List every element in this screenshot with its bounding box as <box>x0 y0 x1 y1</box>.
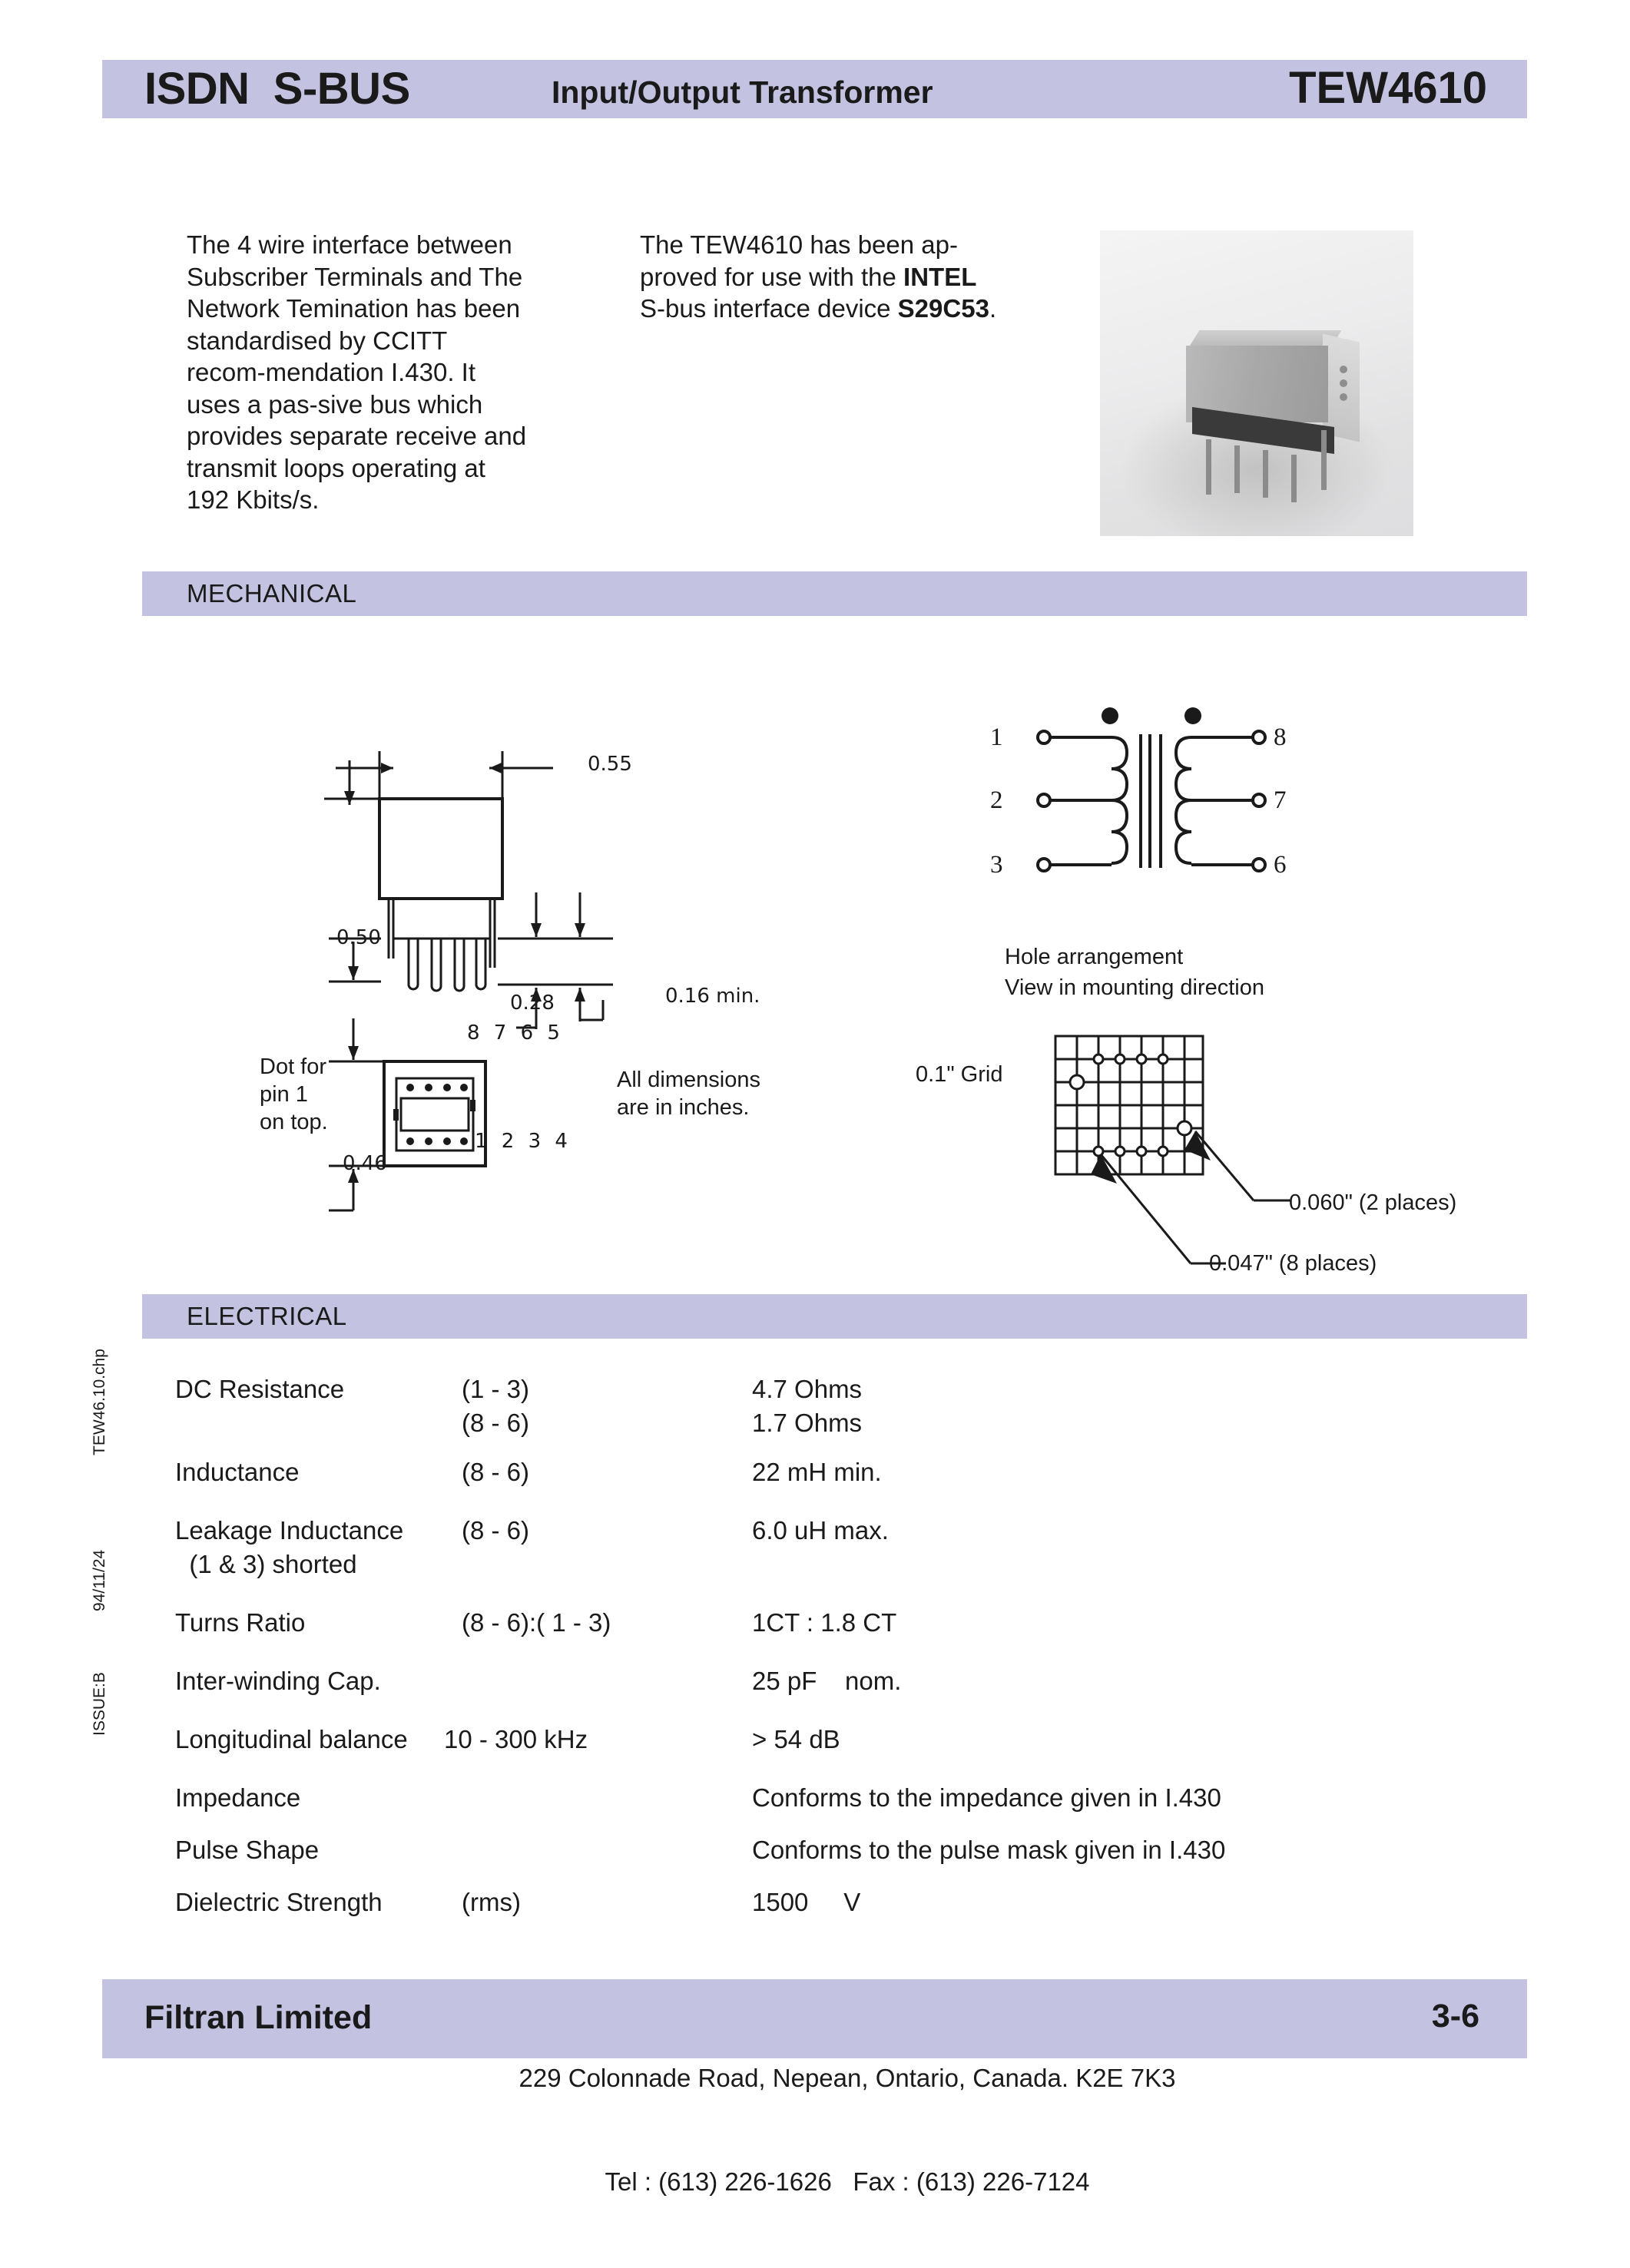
hole-diameter-047-label: 0.047" (8 places) <box>1209 1251 1377 1276</box>
spec-value: > 54 dB <box>752 1725 840 1753</box>
polarity-dot <box>1184 707 1201 724</box>
spec-value: 1CT : 1.8 CT <box>752 1608 897 1637</box>
page-footer <box>102 1979 1527 2196</box>
photo-hole <box>1340 379 1347 387</box>
spec-parameter: Longitudinal balance <box>175 1725 408 1753</box>
schematic-pin-3: 3 <box>990 851 1003 879</box>
page-subtitle: Input/Output Transformer <box>552 74 933 110</box>
spec-condition: (8 - 6) <box>462 1458 530 1486</box>
table-row <box>175 1375 1373 1409</box>
table-row <box>175 1667 1373 1725</box>
company-name: Filtran Limited <box>144 1999 373 2036</box>
note-dot-line-3: on top. <box>260 1110 328 1134</box>
spec-parameter: Inductance <box>175 1458 300 1486</box>
spec-value: 4.7 Ohms <box>752 1375 863 1403</box>
hole-060 <box>1070 1075 1084 1089</box>
sidebar-issue-label: ISSUE:B <box>91 1672 108 1736</box>
intro-text-1: The 4 wire interface between Subscriber Terminals and The Network Temination has been standardised by CCITT recom-mendation I.430. It uses a pas-sive bus which provides separate receive and transmit loops operating at 192 Kbits/s. <box>187 230 527 514</box>
section-label-electrical: ELECTRICAL <box>187 1302 347 1330</box>
spec-condition: (1 - 3) <box>462 1375 530 1403</box>
table-row <box>175 1550 1373 1608</box>
table-row <box>175 1888 1373 1934</box>
section-label-mechanical: MECHANICAL <box>187 579 357 608</box>
intro-paragraph-left <box>187 229 532 516</box>
photo-pin <box>1263 450 1268 498</box>
hole-arrangement-title-2: View in mounting direction <box>1005 975 1264 1000</box>
note-units-line-2: are in inches. <box>617 1095 750 1120</box>
photo-hole <box>1340 366 1347 373</box>
section-header-mechanical <box>142 571 1527 616</box>
spec-parameter: Turns Ratio <box>175 1608 306 1637</box>
photo-hole <box>1340 393 1347 401</box>
spec-condition: (8 - 6) <box>462 1409 530 1437</box>
spec-parameter: DC Resistance <box>175 1375 345 1403</box>
spec-value: Conforms to the pulse mask given in I.430 <box>752 1836 1226 1864</box>
dimension-0.28: 0.28 <box>510 992 555 1015</box>
address-line-1: 229 Colonnade Road, Nepean, Ontario, Canada. K2E 7K3 <box>518 2064 1176 2092</box>
polarity-dot <box>1102 707 1118 724</box>
intro-text-2-pre: The TEW4610 has been ap-proved for use with the <box>640 230 958 291</box>
dimension-0.46: 0.46 <box>343 1152 387 1175</box>
transformer-schematic <box>1018 707 1340 914</box>
grid-label: 0.1" Grid <box>916 1062 1003 1087</box>
part-number: TEW4610 <box>1289 63 1487 113</box>
intro-text-2-end: . <box>989 294 997 323</box>
pin-labels-top: 8 7 6 5 <box>467 1021 564 1045</box>
note-dot-line-1: Dot for <box>260 1055 327 1079</box>
table-row <box>175 1783 1373 1836</box>
hole-arrangement-title-1: Hole arrangement <box>1005 945 1184 969</box>
photo-pin <box>1321 430 1327 490</box>
dimension-0.55: 0.55 <box>588 753 632 776</box>
intel-label: INTEL <box>903 262 977 291</box>
spec-parameter: Leakage Inductance <box>175 1516 404 1545</box>
table-row <box>175 1608 1373 1667</box>
schematic-pin-8: 8 <box>1274 723 1287 751</box>
note-units-line-1: All dimensions <box>617 1068 760 1092</box>
company-address <box>432 1992 1262 2268</box>
section-header-electrical <box>142 1294 1527 1339</box>
spec-parameter-continuation: (1 & 3) shorted <box>175 1550 357 1578</box>
pin-labels-bottom: 1 2 3 4 <box>475 1130 571 1153</box>
sidebar-date-label: 94/11/24 <box>91 1549 108 1611</box>
spec-value: 6.0 uH max. <box>752 1516 889 1545</box>
spec-parameter: Impedance <box>175 1783 301 1812</box>
spec-value: 1500 V <box>752 1888 861 1916</box>
intro-text-2-mid: S-bus interface device <box>640 294 898 323</box>
spec-value: 22 mH min. <box>752 1458 882 1486</box>
dimension-0.16-min: 0.16 min. <box>665 985 760 1008</box>
spec-parameter: Inter-winding Cap. <box>175 1667 381 1695</box>
electrical-specs-table <box>175 1375 1373 1934</box>
spec-condition: (8 - 6):( 1 - 3) <box>462 1608 611 1637</box>
table-row <box>175 1725 1373 1783</box>
schematic-pin-7: 7 <box>1274 786 1287 814</box>
intro-paragraph-right <box>640 229 1001 325</box>
photo-pin <box>1291 455 1297 502</box>
intro-text-2 <box>640 229 1001 325</box>
schematic-pin-6: 6 <box>1274 851 1287 879</box>
spec-value: 25 pF nom. <box>752 1667 902 1695</box>
page-number: 3-6 <box>1431 1998 1479 2035</box>
table-row <box>175 1409 1373 1458</box>
address-line-2: Tel : (613) 226-1626 Fax : (613) 226-7124 <box>605 2167 1090 2196</box>
dimension-0.50: 0.50 <box>336 926 381 949</box>
spec-condition: (rms) <box>462 1888 521 1916</box>
note-dot-line-2: pin 1 <box>260 1082 308 1107</box>
schematic-pin-2: 2 <box>990 786 1003 814</box>
schematic-pin-1: 1 <box>990 723 1003 751</box>
device-label: S29C53 <box>897 294 989 323</box>
page-title: ISDN S-BUS <box>144 64 410 114</box>
sidebar-file-label: TEW46.10.chp <box>91 1349 108 1455</box>
table-row <box>175 1516 1373 1550</box>
hole-diameter-060-label: 0.060" (2 places) <box>1289 1190 1457 1215</box>
mechanical-side-view-drawing <box>230 714 906 1252</box>
spec-value: 1.7 Ohms <box>752 1409 863 1437</box>
spec-condition: 10 - 300 kHz <box>444 1725 588 1753</box>
page-header <box>102 60 1527 118</box>
spec-parameter: Dielectric Strength <box>175 1888 383 1916</box>
hole-060 <box>1178 1121 1191 1135</box>
photo-pin <box>1206 439 1211 495</box>
spec-value: Conforms to the impedance given in I.430 <box>752 1783 1221 1812</box>
spec-condition: (8 - 6) <box>462 1516 530 1545</box>
table-row <box>175 1458 1373 1516</box>
product-photo <box>1100 230 1413 536</box>
spec-parameter: Pulse Shape <box>175 1836 320 1864</box>
photo-pin <box>1234 445 1240 493</box>
table-row <box>175 1836 1373 1888</box>
